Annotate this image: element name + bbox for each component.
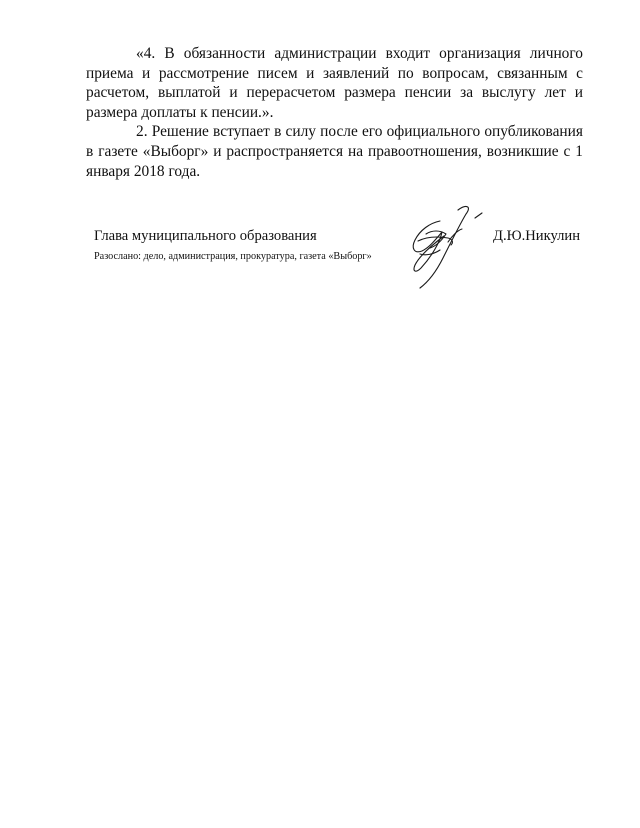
paragraph-amendment-4: «4. В обязанности администрации входит организация личного приема и рассмотрение писем и заявлений по вопросам, связанным с расчетом, выплатой и перерасчетом размера пенсии за выслугу лет и размера доплаты к пенсии.». bbox=[86, 45, 583, 121]
handwritten-signature-icon bbox=[396, 196, 492, 292]
distribution-list: Разослано: дело, администрация, прокуратура, газета «Выборг» bbox=[94, 251, 372, 262]
paragraph-effective-date: 2. Решение вступает в силу после его официального опубликования в газете «Выборг» и распространяется на правоотношения, возникшие с 1 января 2018 года. bbox=[86, 123, 583, 180]
signatory-title: Глава муниципального образования bbox=[94, 228, 317, 244]
document-body bbox=[86, 44, 583, 181]
signatory-name: Д.Ю.Никулин bbox=[493, 228, 581, 244]
